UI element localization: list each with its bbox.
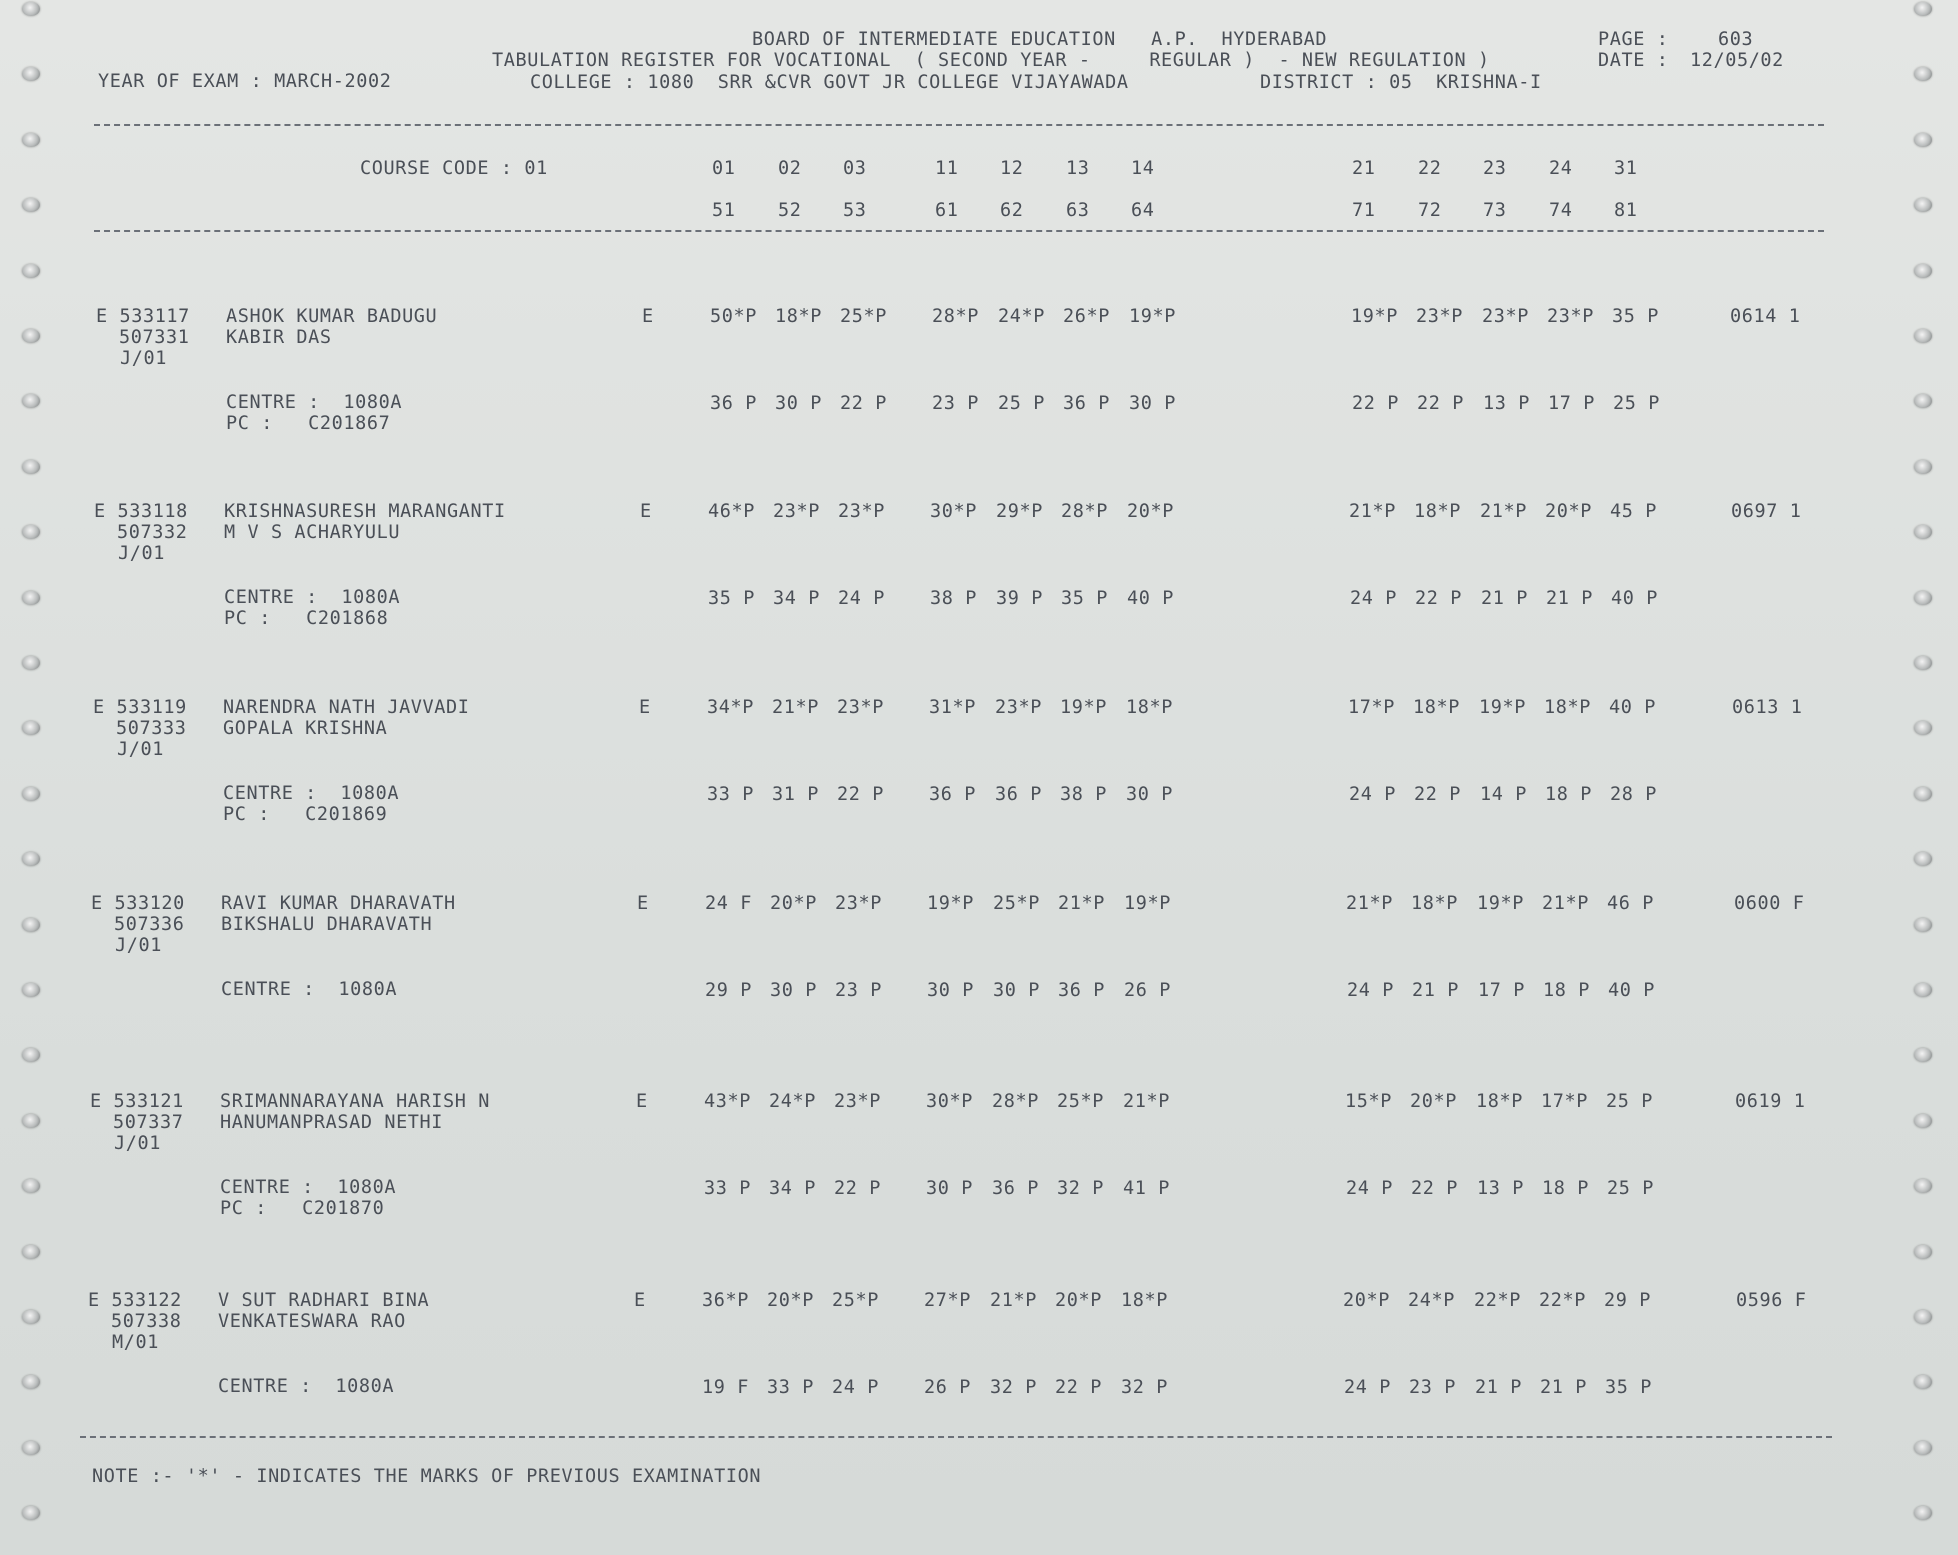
mark-cell: 50*P bbox=[710, 306, 757, 327]
mark-cell: 19*P bbox=[1351, 306, 1398, 327]
course-code: 71 bbox=[1352, 200, 1376, 221]
district-info: DISTRICT : 05 KRISHNA-I bbox=[1260, 72, 1542, 93]
mark-cell: 26 P bbox=[924, 1377, 971, 1398]
mark-cell: 29*P bbox=[996, 501, 1043, 522]
mark-cell: 35 P bbox=[708, 588, 755, 609]
mark-cell: 25*P bbox=[832, 1290, 879, 1311]
mark-cell: 28 P bbox=[1610, 784, 1657, 805]
mark-cell: 28*P bbox=[932, 306, 979, 327]
mark-cell: 20*P bbox=[1343, 1290, 1390, 1311]
sprocket-hole bbox=[22, 133, 40, 147]
mark-cell: 17*P bbox=[1348, 697, 1395, 718]
sprocket-hole bbox=[1914, 1441, 1932, 1455]
course-code: 21 bbox=[1352, 158, 1376, 179]
footnote: NOTE :- '*' - INDICATES THE MARKS OF PREVIOUS EXAMINATION bbox=[92, 1466, 762, 1487]
mark-cell: 18*P bbox=[775, 306, 822, 327]
mark-cell: 24 P bbox=[1346, 1178, 1393, 1199]
mark-cell: 24*P bbox=[769, 1091, 816, 1112]
date-value: 12/05/02 bbox=[1690, 50, 1784, 71]
mark-cell: 21*P bbox=[1349, 501, 1396, 522]
mark-cell: 41 P bbox=[1123, 1178, 1170, 1199]
sprocket-hole bbox=[22, 1114, 40, 1128]
sprocket-hole bbox=[1914, 1506, 1932, 1520]
category-code: J/01 bbox=[117, 739, 164, 760]
mark-cell: 25 P bbox=[998, 393, 1045, 414]
course-code: 24 bbox=[1549, 158, 1573, 179]
student-name: SRIMANNARAYANA HARISH N bbox=[220, 1091, 490, 1112]
sprocket-hole bbox=[1914, 525, 1932, 539]
total-result: 0619 1 bbox=[1735, 1091, 1806, 1112]
mark-cell: 18 P bbox=[1542, 1178, 1589, 1199]
course-code: 64 bbox=[1131, 200, 1155, 221]
mark-cell: 18*P bbox=[1126, 697, 1173, 718]
mark-cell: 35 P bbox=[1612, 306, 1659, 327]
centre-code: CENTRE : 1080A bbox=[224, 587, 401, 608]
sprocket-hole bbox=[1914, 1179, 1932, 1193]
mark-cell: 23*P bbox=[995, 697, 1042, 718]
category-code: J/01 bbox=[118, 543, 165, 564]
mark-cell: 33 P bbox=[704, 1178, 751, 1199]
sprocket-hole bbox=[22, 1048, 40, 1062]
father-name: VENKATESWARA RAO bbox=[218, 1311, 406, 1332]
mark-cell: 22 P bbox=[834, 1178, 881, 1199]
student-name: V SUT RADHARI BINA bbox=[218, 1290, 430, 1311]
mark-cell: 19*P bbox=[1477, 893, 1524, 914]
mark-cell: 23*P bbox=[834, 1091, 881, 1112]
mark-cell: 39 P bbox=[996, 588, 1043, 609]
sprocket-hole bbox=[1914, 721, 1932, 735]
mark-cell: 23*P bbox=[1416, 306, 1463, 327]
sprocket-hole bbox=[22, 525, 40, 539]
course-code: 01 bbox=[712, 158, 736, 179]
mark-cell: 21*P bbox=[1058, 893, 1105, 914]
roll-number: E 533120 bbox=[91, 893, 185, 914]
mark-cell: 23 P bbox=[932, 393, 979, 414]
medium-code: E bbox=[639, 697, 651, 718]
mark-cell: 18*P bbox=[1414, 501, 1461, 522]
medium-code: E bbox=[640, 501, 652, 522]
course-code: 12 bbox=[1000, 158, 1024, 179]
mark-cell: 38 P bbox=[1060, 784, 1107, 805]
mark-cell: 13 P bbox=[1477, 1178, 1524, 1199]
sprocket-hole bbox=[22, 1506, 40, 1520]
sprocket-hole bbox=[1914, 918, 1932, 932]
course-code: 72 bbox=[1418, 200, 1442, 221]
register-title: TABULATION REGISTER FOR VOCATIONAL ( SECOND YEAR - REGULAR ) - NEW REGULATION ) bbox=[492, 50, 1490, 71]
mark-cell: 17*P bbox=[1541, 1091, 1588, 1112]
sprocket-hole bbox=[22, 67, 40, 81]
sprocket-hole bbox=[1914, 983, 1932, 997]
mark-cell: 25*P bbox=[840, 306, 887, 327]
sprocket-hole bbox=[22, 787, 40, 801]
mark-cell: 30 P bbox=[770, 980, 817, 1001]
mark-cell: 38 P bbox=[930, 588, 977, 609]
sprocket-hole bbox=[22, 721, 40, 735]
course-code: 62 bbox=[1000, 200, 1024, 221]
medium-code: E bbox=[637, 893, 649, 914]
mark-cell: 23*P bbox=[1482, 306, 1529, 327]
course-code: 22 bbox=[1418, 158, 1442, 179]
mark-cell: 15*P bbox=[1345, 1091, 1392, 1112]
course-code: 53 bbox=[843, 200, 867, 221]
footer-divider bbox=[80, 1436, 1832, 1438]
sprocket-hole bbox=[1914, 1310, 1932, 1324]
mark-cell: 18 P bbox=[1545, 784, 1592, 805]
mark-cell: 21 P bbox=[1540, 1377, 1587, 1398]
mark-cell: 20*P bbox=[1545, 501, 1592, 522]
mark-cell: 18 P bbox=[1543, 980, 1590, 1001]
mark-cell: 21*P bbox=[990, 1290, 1037, 1311]
mark-cell: 22 P bbox=[1352, 393, 1399, 414]
father-name: GOPALA KRISHNA bbox=[223, 718, 388, 739]
mark-cell: 28*P bbox=[1061, 501, 1108, 522]
roll-number: E 533118 bbox=[94, 501, 188, 522]
medium-code: E bbox=[642, 306, 654, 327]
mark-cell: 21*P bbox=[1346, 893, 1393, 914]
course-code: 14 bbox=[1131, 158, 1155, 179]
roll-number: E 533119 bbox=[93, 697, 187, 718]
mark-cell: 40 P bbox=[1609, 697, 1656, 718]
category-code: J/01 bbox=[115, 935, 162, 956]
mark-cell: 19*P bbox=[1129, 306, 1176, 327]
sprocket-hole bbox=[1914, 787, 1932, 801]
mark-cell: 21*P bbox=[1480, 501, 1527, 522]
mark-cell: 30 P bbox=[1129, 393, 1176, 414]
mark-cell: 17 P bbox=[1548, 393, 1595, 414]
mark-cell: 22 P bbox=[1414, 784, 1461, 805]
mark-cell: 31*P bbox=[929, 697, 976, 718]
mark-cell: 21*P bbox=[1542, 893, 1589, 914]
sprocket-hole bbox=[1914, 1048, 1932, 1062]
mark-cell: 36 P bbox=[1058, 980, 1105, 1001]
mark-cell: 23*P bbox=[835, 893, 882, 914]
page-label: PAGE : bbox=[1598, 29, 1669, 50]
mark-cell: 25 P bbox=[1606, 1091, 1653, 1112]
sprocket-hole bbox=[22, 1375, 40, 1389]
course-code: 02 bbox=[778, 158, 802, 179]
course-code: 03 bbox=[843, 158, 867, 179]
total-result: 0697 1 bbox=[1731, 501, 1802, 522]
mark-cell: 36 P bbox=[929, 784, 976, 805]
mark-cell: 22 P bbox=[840, 393, 887, 414]
course-code: 23 bbox=[1483, 158, 1507, 179]
sprocket-hole bbox=[22, 394, 40, 408]
mark-cell: 30 P bbox=[775, 393, 822, 414]
roll-number: E 533117 bbox=[96, 306, 190, 327]
mark-cell: 26 P bbox=[1124, 980, 1171, 1001]
mark-cell: 22*P bbox=[1474, 1290, 1521, 1311]
board-title: BOARD OF INTERMEDIATE EDUCATION A.P. HYDERABAD bbox=[752, 29, 1328, 50]
sprocket-hole bbox=[1914, 67, 1932, 81]
father-name: M V S ACHARYULU bbox=[224, 522, 401, 543]
header-divider bbox=[94, 124, 1824, 126]
codes-divider bbox=[94, 230, 1824, 232]
father-name: BIKSHALU DHARAVATH bbox=[221, 914, 433, 935]
total-result: 0613 1 bbox=[1732, 697, 1803, 718]
sprocket-hole bbox=[22, 983, 40, 997]
mark-cell: 36 P bbox=[1063, 393, 1110, 414]
course-code: 13 bbox=[1066, 158, 1090, 179]
category-code: M/01 bbox=[112, 1332, 159, 1353]
college-info: COLLEGE : 1080 SRR &CVR GOVT JR COLLEGE VIJAYAWADA bbox=[530, 72, 1129, 93]
mark-cell: 18*P bbox=[1413, 697, 1460, 718]
mark-cell: 21 P bbox=[1481, 588, 1528, 609]
mark-cell: 13 P bbox=[1483, 393, 1530, 414]
student-name: NARENDRA NATH JAVVADI bbox=[223, 697, 470, 718]
sprocket-hole bbox=[1914, 198, 1932, 212]
mark-cell: 23 P bbox=[835, 980, 882, 1001]
sprocket-hole bbox=[1914, 2, 1932, 16]
father-name: KABIR DAS bbox=[226, 327, 332, 348]
mark-cell: 25*P bbox=[993, 893, 1040, 914]
date-label: DATE : bbox=[1598, 50, 1669, 71]
mark-cell: 23*P bbox=[1547, 306, 1594, 327]
medium-code: E bbox=[636, 1091, 648, 1112]
sprocket-hole bbox=[22, 1245, 40, 1259]
sprocket-hole bbox=[22, 918, 40, 932]
mark-cell: 20*P bbox=[767, 1290, 814, 1311]
mark-cell: 19*P bbox=[1479, 697, 1526, 718]
sprocket-hole bbox=[22, 2, 40, 16]
total-result: 0596 F bbox=[1736, 1290, 1807, 1311]
mark-cell: 34 P bbox=[769, 1178, 816, 1199]
mark-cell: 22*P bbox=[1539, 1290, 1586, 1311]
sprocket-hole bbox=[1914, 656, 1932, 670]
sprocket-hole bbox=[22, 198, 40, 212]
pc-number: PC : C201867 bbox=[226, 413, 391, 434]
mark-cell: 29 P bbox=[705, 980, 752, 1001]
register-number: 507337 bbox=[113, 1112, 184, 1133]
centre-code: CENTRE : 1080A bbox=[220, 1177, 397, 1198]
mark-cell: 17 P bbox=[1478, 980, 1525, 1001]
mark-cell: 30 P bbox=[993, 980, 1040, 1001]
pc-number: PC : C201868 bbox=[224, 608, 389, 629]
course-code: 61 bbox=[935, 200, 959, 221]
mark-cell: 18*P bbox=[1544, 697, 1591, 718]
mark-cell: 19*P bbox=[1124, 893, 1171, 914]
mark-cell: 35 P bbox=[1605, 1377, 1652, 1398]
course-code: 52 bbox=[778, 200, 802, 221]
mark-cell: 23*P bbox=[838, 501, 885, 522]
mark-cell: 22 P bbox=[1415, 588, 1462, 609]
centre-code: CENTRE : 1080A bbox=[221, 979, 398, 1000]
mark-cell: 22 P bbox=[1411, 1178, 1458, 1199]
mark-cell: 24 P bbox=[1350, 588, 1397, 609]
sprocket-hole bbox=[22, 656, 40, 670]
mark-cell: 32 P bbox=[1121, 1377, 1168, 1398]
mark-cell: 21 P bbox=[1546, 588, 1593, 609]
sprocket-hole bbox=[22, 1179, 40, 1193]
right-sprocket-holes bbox=[1910, 0, 1950, 1555]
medium-code: E bbox=[634, 1290, 646, 1311]
category-code: J/01 bbox=[114, 1133, 161, 1154]
mark-cell: 21 P bbox=[1475, 1377, 1522, 1398]
mark-cell: 45 P bbox=[1610, 501, 1657, 522]
mark-cell: 19*P bbox=[927, 893, 974, 914]
year-of-exam: YEAR OF EXAM : MARCH-2002 bbox=[98, 71, 392, 92]
mark-cell: 36 P bbox=[710, 393, 757, 414]
category-code: J/01 bbox=[120, 348, 167, 369]
mark-cell: 36*P bbox=[702, 1290, 749, 1311]
mark-cell: 30 P bbox=[927, 980, 974, 1001]
centre-code: CENTRE : 1080A bbox=[223, 783, 400, 804]
mark-cell: 20*P bbox=[1127, 501, 1174, 522]
mark-cell: 21*P bbox=[1123, 1091, 1170, 1112]
mark-cell: 24 P bbox=[1344, 1377, 1391, 1398]
total-result: 0600 F bbox=[1734, 893, 1805, 914]
mark-cell: 24 P bbox=[1349, 784, 1396, 805]
student-name: ASHOK KUMAR BADUGU bbox=[226, 306, 438, 327]
mark-cell: 18*P bbox=[1121, 1290, 1168, 1311]
mark-cell: 30*P bbox=[926, 1091, 973, 1112]
mark-cell: 34*P bbox=[707, 697, 754, 718]
mark-cell: 21 P bbox=[1412, 980, 1459, 1001]
mark-cell: 33 P bbox=[767, 1377, 814, 1398]
sprocket-hole bbox=[1914, 1375, 1932, 1389]
mark-cell: 43*P bbox=[704, 1091, 751, 1112]
mark-cell: 21*P bbox=[772, 697, 819, 718]
sprocket-hole bbox=[22, 852, 40, 866]
mark-cell: 36 P bbox=[992, 1178, 1039, 1199]
sprocket-hole bbox=[1914, 1245, 1932, 1259]
course-code: 74 bbox=[1549, 200, 1573, 221]
mark-cell: 24 F bbox=[705, 893, 752, 914]
sprocket-hole bbox=[1914, 591, 1932, 605]
mark-cell: 32 P bbox=[990, 1377, 1037, 1398]
mark-cell: 40 P bbox=[1127, 588, 1174, 609]
course-code: 31 bbox=[1614, 158, 1638, 179]
mark-cell: 18*P bbox=[1411, 893, 1458, 914]
mark-cell: 40 P bbox=[1608, 980, 1655, 1001]
left-sprocket-holes bbox=[10, 0, 50, 1555]
roll-number: E 533122 bbox=[88, 1290, 182, 1311]
mark-cell: 24 P bbox=[838, 588, 885, 609]
mark-cell: 25 P bbox=[1607, 1178, 1654, 1199]
roll-number: E 533121 bbox=[90, 1091, 184, 1112]
mark-cell: 28*P bbox=[992, 1091, 1039, 1112]
mark-cell: 33 P bbox=[707, 784, 754, 805]
sprocket-hole bbox=[22, 591, 40, 605]
mark-cell: 46 P bbox=[1607, 893, 1654, 914]
mark-cell: 19*P bbox=[1060, 697, 1107, 718]
mark-cell: 31 P bbox=[772, 784, 819, 805]
mark-cell: 25 P bbox=[1613, 393, 1660, 414]
mark-cell: 24 P bbox=[832, 1377, 879, 1398]
student-name: RAVI KUMAR DHARAVATH bbox=[221, 893, 456, 914]
sprocket-hole bbox=[22, 264, 40, 278]
pc-number: PC : C201870 bbox=[220, 1198, 385, 1219]
mark-cell: 46*P bbox=[708, 501, 755, 522]
course-code-label: COURSE CODE : 01 bbox=[360, 158, 548, 179]
sprocket-hole bbox=[1914, 264, 1932, 278]
mark-cell: 30 P bbox=[926, 1178, 973, 1199]
sprocket-hole bbox=[1914, 852, 1932, 866]
total-result: 0614 1 bbox=[1730, 306, 1801, 327]
mark-cell: 36 P bbox=[995, 784, 1042, 805]
page-number: 603 bbox=[1718, 29, 1754, 50]
mark-cell: 20*P bbox=[1055, 1290, 1102, 1311]
mark-cell: 24*P bbox=[1408, 1290, 1455, 1311]
sprocket-hole bbox=[1914, 394, 1932, 408]
mark-cell: 19 F bbox=[702, 1377, 749, 1398]
register-number: 507338 bbox=[111, 1311, 182, 1332]
pc-number: PC : C201869 bbox=[223, 804, 388, 825]
sprocket-hole bbox=[1914, 1114, 1932, 1128]
mark-cell: 30 P bbox=[1126, 784, 1173, 805]
course-code: 11 bbox=[935, 158, 959, 179]
sprocket-hole bbox=[1914, 133, 1932, 147]
mark-cell: 35 P bbox=[1061, 588, 1108, 609]
course-code: 81 bbox=[1614, 200, 1638, 221]
mark-cell: 22 P bbox=[837, 784, 884, 805]
mark-cell: 25*P bbox=[1057, 1091, 1104, 1112]
sprocket-hole bbox=[1914, 460, 1932, 474]
mark-cell: 22 P bbox=[1055, 1377, 1102, 1398]
register-number: 507336 bbox=[114, 914, 185, 935]
course-code: 63 bbox=[1066, 200, 1090, 221]
mark-cell: 14 P bbox=[1480, 784, 1527, 805]
mark-cell: 24*P bbox=[998, 306, 1045, 327]
mark-cell: 27*P bbox=[924, 1290, 971, 1311]
course-code: 73 bbox=[1483, 200, 1507, 221]
father-name: HANUMANPRASAD NETHI bbox=[220, 1112, 444, 1133]
sprocket-hole bbox=[1914, 329, 1932, 343]
sprocket-hole bbox=[22, 1310, 40, 1324]
mark-cell: 24 P bbox=[1347, 980, 1394, 1001]
register-number: 507333 bbox=[116, 718, 187, 739]
mark-cell: 32 P bbox=[1057, 1178, 1104, 1199]
register-number: 507331 bbox=[119, 327, 190, 348]
mark-cell: 20*P bbox=[770, 893, 817, 914]
register-number: 507332 bbox=[117, 522, 188, 543]
mark-cell: 22 P bbox=[1417, 393, 1464, 414]
course-code: 51 bbox=[712, 200, 736, 221]
centre-code: CENTRE : 1080A bbox=[218, 1376, 395, 1397]
centre-code: CENTRE : 1080A bbox=[226, 392, 403, 413]
mark-cell: 34 P bbox=[773, 588, 820, 609]
sprocket-hole bbox=[22, 460, 40, 474]
mark-cell: 23 P bbox=[1409, 1377, 1456, 1398]
student-name: KRISHNASURESH MARANGANTI bbox=[224, 501, 506, 522]
sprocket-hole bbox=[22, 329, 40, 343]
mark-cell: 30*P bbox=[930, 501, 977, 522]
mark-cell: 23*P bbox=[773, 501, 820, 522]
mark-cell: 26*P bbox=[1063, 306, 1110, 327]
mark-cell: 18*P bbox=[1476, 1091, 1523, 1112]
mark-cell: 40 P bbox=[1611, 588, 1658, 609]
mark-cell: 20*P bbox=[1410, 1091, 1457, 1112]
mark-cell: 29 P bbox=[1604, 1290, 1651, 1311]
mark-cell: 23*P bbox=[837, 697, 884, 718]
sprocket-hole bbox=[22, 1441, 40, 1455]
